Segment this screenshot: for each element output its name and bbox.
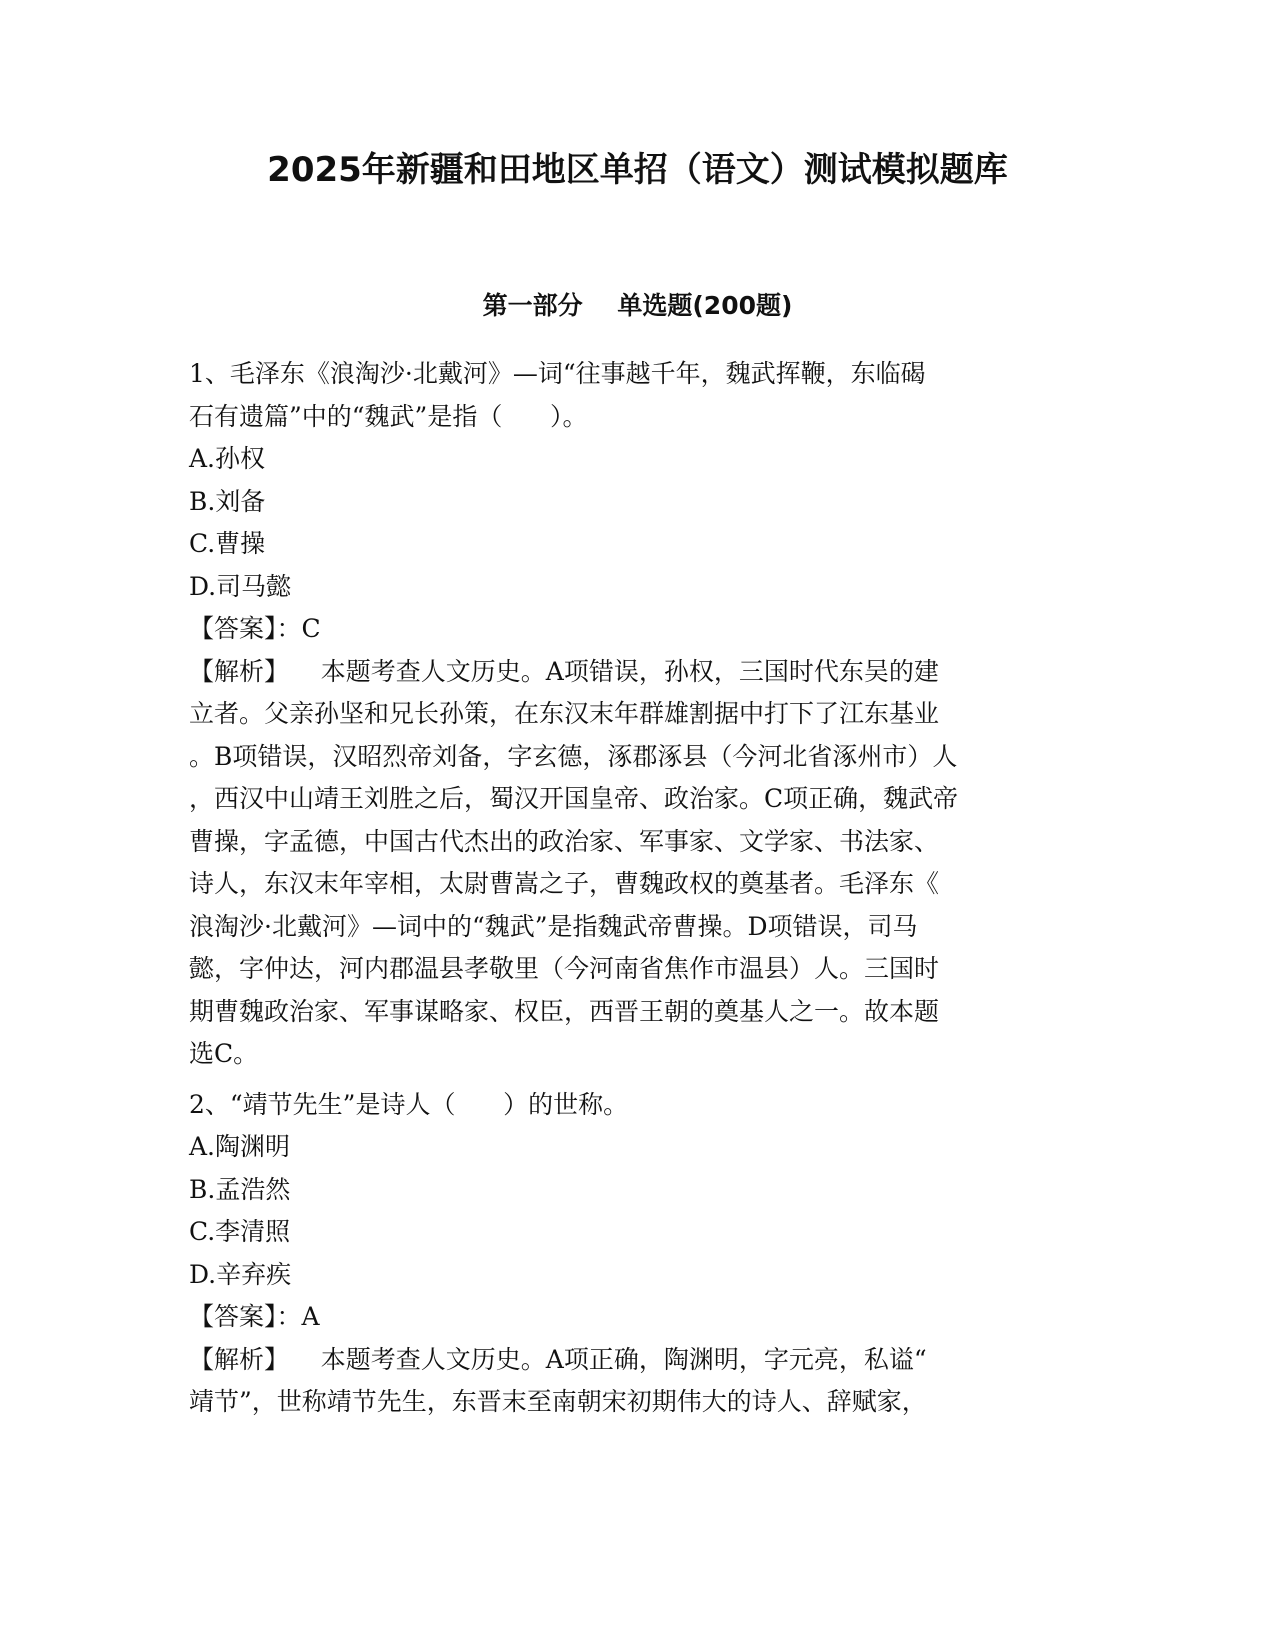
analysis-line: 靖节”，世称靖节先生，东晋末至南朝宋初期伟大的诗人、辞赋家， [189, 1387, 927, 1416]
section-title: 第一部分 单选题(200题) [482, 291, 793, 320]
question-1 [189, 353, 1089, 1076]
analysis-line: 期曹魏政治家、军事谋略家、权臣，西晋王朝的奠基人之一。故本题 [189, 996, 940, 1026]
answer-value: A [301, 1302, 320, 1331]
analysis [189, 1339, 1089, 1424]
analysis-line: 选C。 [189, 1039, 259, 1068]
analysis-line: 诗人，东汉末年宰相，太尉曹嵩之子，曹魏政权的奠基者。毛泽东《 [189, 869, 940, 898]
stem-line: 1、毛泽东《浪淘沙·北戴河》—词“往事越千年，魏武挥鞭，东临碣 [189, 359, 926, 388]
option-b: B.孟浩然 [189, 1174, 291, 1204]
option-list [189, 438, 1089, 608]
answer-label: 【答案】： [189, 1302, 302, 1331]
analysis-line: 立者。父亲孙坚和兄长孙策，在东汉末年群雄割据中打下了江东基业 [189, 699, 940, 728]
answer-line [189, 1296, 1089, 1339]
stem-line: 2、“靖节先生”是诗人（ ）的世称。 [189, 1089, 629, 1119]
option-b: B.刘备 [189, 486, 266, 516]
question-stem [189, 1084, 1089, 1127]
answer-line [189, 608, 1089, 651]
document-title: 2025年新疆和田地区单招（语文）测试模拟题库 [267, 150, 1008, 190]
option-d: D.司马懿 [189, 571, 292, 601]
option-a: A.孙权 [189, 444, 266, 473]
analysis [189, 651, 1089, 1076]
answer-value: C [301, 614, 321, 643]
analysis-line: 曹操，字孟德，中国古代杰出的政治家、军事家、文学家、书法家、 [189, 826, 940, 856]
option-c: C.李清照 [189, 1217, 291, 1246]
analysis-line: 【解析】 本题考查人文历史。A项正确，陶渊明，字元亮，私谥“ [189, 1344, 927, 1374]
answer-label: 【答案】： [189, 614, 302, 643]
analysis-line: ，西汉中山靖王刘胜之后，蜀汉开国皇帝、政治家。C项正确，魏武帝 [189, 784, 959, 813]
analysis-line: 懿，字仲达，河内郡温县孝敬里（今河南省焦作市温县）人。三国时 [189, 954, 940, 983]
option-list [189, 1126, 1089, 1296]
analysis-line: 【解析】 本题考查人文历史。A项错误，孙权，三国时代东吴的建 [189, 656, 939, 686]
question-2 [189, 1084, 1089, 1424]
option-a: A.陶渊明 [189, 1132, 291, 1161]
question-list [189, 353, 1089, 1424]
option-d: D.辛弃疾 [189, 1259, 292, 1289]
stem-line: 石有遗篇”中的“魏武”是指（ ）。 [189, 401, 588, 431]
question-stem [189, 353, 1089, 438]
option-c: C.曹操 [189, 529, 266, 558]
analysis-line: 浪淘沙·北戴河》—词中的“魏武”是指魏武帝曹操。D项错误，司马 [189, 911, 918, 941]
analysis-line: 。B项错误，汉昭烈帝刘备，字玄德，涿郡涿县（今河北省涿州市）人 [189, 741, 958, 771]
